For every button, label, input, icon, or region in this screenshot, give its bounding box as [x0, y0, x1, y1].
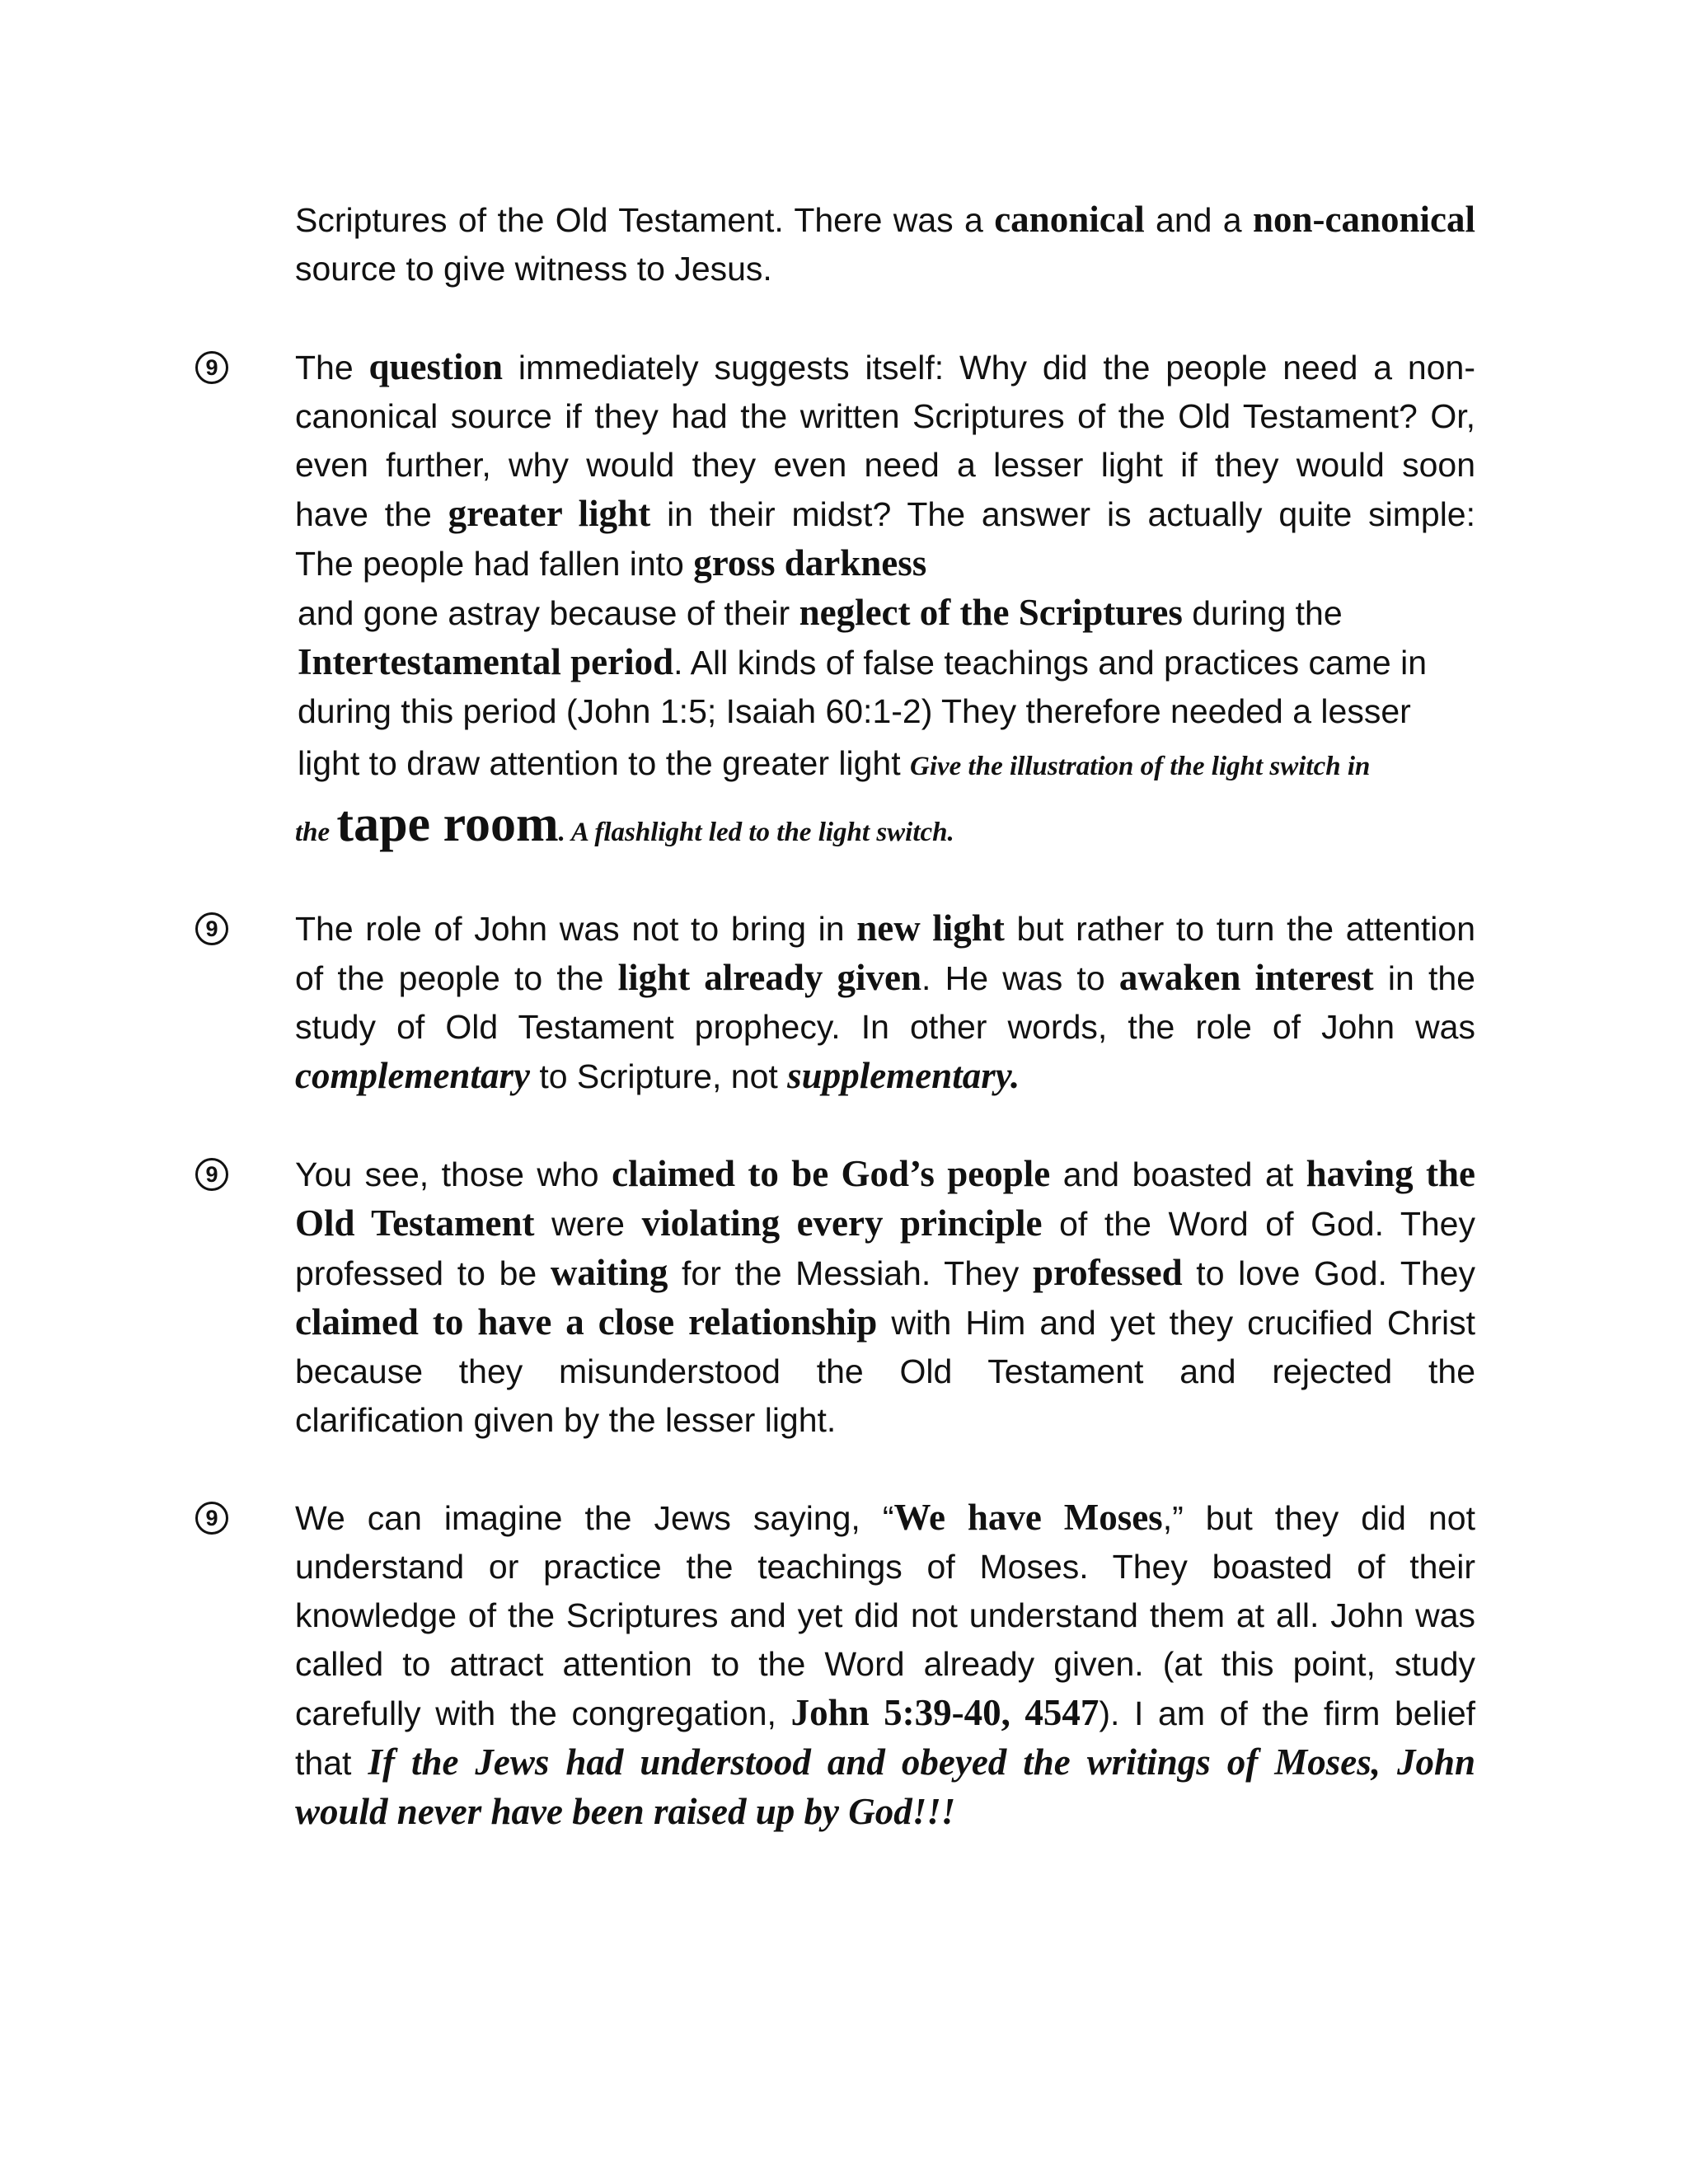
italic-term: supplementary. [787, 1055, 1020, 1096]
bold-term: We have Moses [893, 1497, 1163, 1538]
text-line [295, 954, 1475, 1003]
bold-term: new light [856, 907, 1005, 949]
italic-note: . A flashlight led to the light switch. [558, 818, 954, 847]
text-run: in the [1373, 959, 1475, 997]
italic-term: complementary [295, 1055, 530, 1096]
text-run: clarification given by the lesser light. [295, 1401, 837, 1439]
text-run: light to draw attention to the greater light [298, 744, 911, 782]
text-run: The people had fallen into [295, 545, 694, 583]
text-run: The role of John was not to bring in [295, 910, 857, 948]
bold-term: Old Testament [295, 1202, 535, 1244]
text-line [298, 588, 1475, 638]
bold-term: Intertestamental period [298, 641, 674, 682]
bullet-icon: 9 [195, 1158, 228, 1191]
text-line [295, 1689, 1475, 1738]
text-line [295, 904, 1475, 954]
text-line [295, 1640, 1475, 1689]
text-line [295, 1396, 1475, 1445]
bullet-icon: 9 [195, 912, 228, 945]
text-line [298, 638, 1475, 687]
text-run: that [295, 1744, 368, 1782]
text-run: knowledge of the Scriptures and yet did not understand them at all. John was [295, 1596, 1475, 1634]
text-run: . All kinds of false teachings and practices came in [673, 644, 1428, 682]
text-run: but rather to turn the attention [1004, 910, 1476, 948]
bold-term: professed [1032, 1252, 1183, 1293]
text-run: and a [1144, 201, 1253, 239]
text-run: during this period (John 1:5; Isaiah 60:1-2) They therefore needed a lesser [298, 692, 1411, 730]
bold-term: canonical [994, 199, 1145, 240]
bold-term: light already given [617, 957, 922, 998]
bold-term: question [368, 346, 504, 387]
text-run: called to attract attention to the Word already given. (at this point, study [295, 1645, 1475, 1683]
text-run: understand or practice the teachings of Moses. They boasted of their [295, 1548, 1475, 1586]
bold-term: violating every principle [641, 1202, 1043, 1244]
text-run: of the Word of God. They [1042, 1205, 1475, 1243]
paragraph-continuation [295, 195, 1475, 293]
text-line [295, 195, 1475, 245]
bold-term: claimed to have a close relationship [295, 1301, 878, 1343]
text-line [295, 1788, 1475, 1837]
bullet-icon: 9 [195, 1502, 228, 1535]
text-line [295, 1249, 1475, 1298]
paragraph-question [295, 343, 1475, 863]
text-line [295, 1003, 1475, 1052]
text-run: ,” but they did not [1162, 1499, 1475, 1537]
italic-note: the [295, 818, 337, 847]
text-run: You see, those who [295, 1155, 612, 1193]
text-run: ). I am of the firm belief [1099, 1694, 1476, 1732]
text-run: were [534, 1205, 642, 1243]
text-run: immediately suggests itself: Why did the people need a non- [503, 349, 1475, 387]
emphasis-term: tape room [336, 796, 559, 852]
text-line [295, 343, 1475, 392]
text-run: to Scripture, not [529, 1057, 788, 1095]
text-run: for the Messiah. They [668, 1254, 1033, 1292]
text-run: canonical source if they had the written Scriptures of the Old Testament? Or, [295, 397, 1475, 435]
text-line [295, 1493, 1475, 1543]
text-run: have the [295, 495, 448, 533]
paragraph-we-have-moses [295, 1493, 1475, 1837]
text-run: carefully with the congregation, [295, 1694, 791, 1732]
text-run: The [295, 349, 369, 387]
text-line [295, 1591, 1475, 1640]
text-line [295, 1298, 1475, 1347]
paragraph-gods-people [295, 1150, 1475, 1445]
bold-term: having the [1306, 1153, 1475, 1194]
text-line [295, 1738, 1475, 1788]
italic-term: If the Jews had understood and obeyed the writings of Moses, John [368, 1741, 1476, 1783]
text-line [298, 736, 1475, 794]
text-line [295, 245, 1475, 293]
text-line [298, 687, 1475, 736]
text-run: to love God. They [1182, 1254, 1475, 1292]
text-run: with Him and yet they crucified Christ [877, 1304, 1475, 1342]
text-line [295, 1052, 1475, 1101]
bold-term: non-canonical [1252, 199, 1475, 240]
bold-term: greater light [448, 493, 651, 534]
text-run: professed to be [295, 1254, 551, 1292]
text-run: source to give witness to Jesus. [295, 250, 772, 288]
text-run: study of Old Testament prophecy. In other words, the role of John was [295, 1008, 1475, 1046]
text-line [295, 441, 1475, 490]
text-line [295, 1347, 1475, 1396]
text-run: of the people to the [295, 959, 618, 997]
bold-term: John 5:39-40, 4547 [790, 1692, 1100, 1733]
bold-term: waiting [550, 1252, 668, 1293]
bullet-icon: 9 [195, 351, 228, 384]
text-run: . He was to [921, 959, 1119, 997]
text-line [295, 1199, 1475, 1249]
text-line [295, 392, 1475, 441]
text-line [295, 539, 1475, 588]
bold-term: awaken interest [1118, 957, 1374, 998]
text-run: and boasted at [1050, 1155, 1306, 1193]
text-run: and gone astray because of their [298, 594, 799, 632]
text-run: during the [1182, 594, 1343, 632]
text-line [295, 1543, 1475, 1591]
text-run: because they misunderstood the Old Testament and rejected the [295, 1352, 1475, 1390]
text-run: We can imagine the Jews saying, “ [295, 1499, 894, 1537]
text-line [295, 794, 1475, 863]
italic-note: Give the illustration of the light switch in [910, 752, 1371, 781]
text-run: Scriptures of the Old Testament. There was a [295, 201, 995, 239]
bold-term: claimed to be God’s people [612, 1153, 1051, 1194]
text-line [295, 1150, 1475, 1199]
text-run: in their midst? The answer is actually quite simple: [650, 495, 1476, 533]
text-run: even further, why would they even need a lesser light if they would soon [295, 446, 1475, 484]
bold-term: neglect of the Scriptures [799, 592, 1183, 633]
bold-term: gross darkness [693, 542, 927, 583]
paragraph-role-of-john [295, 904, 1475, 1101]
italic-term: would never have been raised up by God!!! [295, 1791, 956, 1832]
text-line [295, 490, 1475, 539]
